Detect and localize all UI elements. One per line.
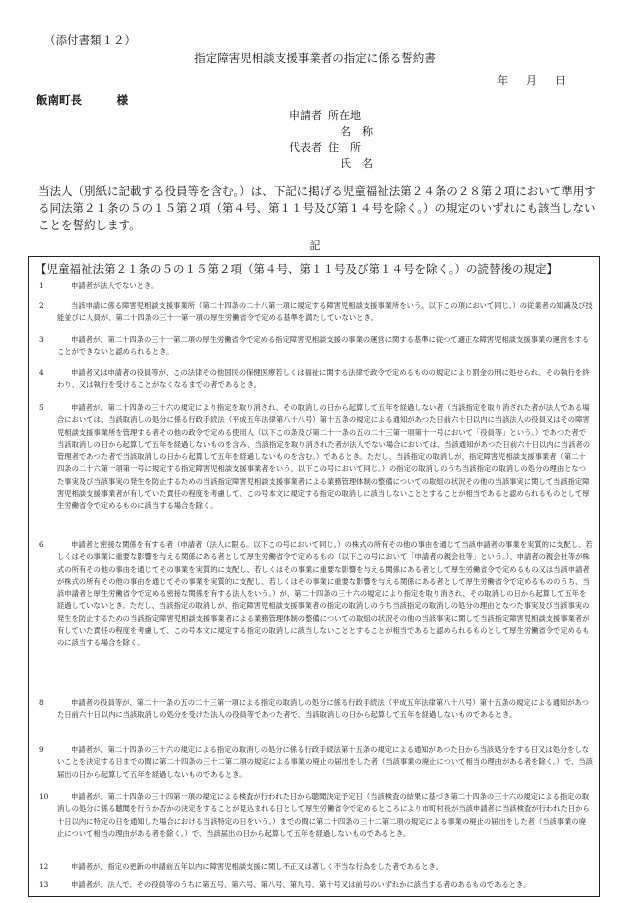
representative-label: 代表者 [289,141,322,154]
item-number: 12 [39,862,49,871]
item-number: 13 [39,880,49,889]
item-number: 6 [39,540,44,549]
name-label: 名 称 [340,125,373,138]
date-month: 月 [526,74,537,87]
date-day: 日 [555,74,566,87]
item-number: 9 [39,745,44,754]
item-text: 申請者が法人でないとき。 [71,281,159,290]
item-number: 3 [39,335,44,344]
item-text: 申請者が、第二十四条の三十六の規定により指定を取り消され、その取消しの日から起算して五年を経過しない者（当該指定を取り消された者が法人である場合においては、当該取消しの処分に係る行政手続法（平成五年法律第八十八号）第十五条の規定による通知があつた日前六十日以内に当該法人の役員又はその障害児相談支援事業所を管理する者その他の政令で定める使用人（以下この条及び第二十一条の五の二十三第一項第十一号において「役員等」という。）であつた者で当該取消しの日から起算して五年を経過しないものを含み、当該指定を取り消された者が法人でない場合においては、当該通知があつた日前六十日以内に当該者の管理者であつた者で当該取消しの日から起算して五年を経過しないものを含む。）であるとき。ただし、当該指定の取消しが、指定障害児相談支援事業者（第二十四条の二十六第一項第一号に規定する指定障害児相談支援事業者をいう。以下この号において同じ。）の指定の取消しのうち当該指定の取消しの処分の理由となつた事実及び当該事実の発生を防止するための当該指定障害児相談支援事業者による業務管理体制の整備についての取組の状況その他の当該事実に関して当該指定障害児相談支援事業者が有していた責任の程度を考慮して、この号本文に規定する指定の取消しに該当しないこととすることが相当であると認められるものとして厚生労働省令で定めるものに該当する場合を除く。 [57,403,591,511]
item-text: 申請者の役員等が、第二十一条の五の二十三第一項による指定の取消しの処分に係る行政手続法（平成五年法律第八十八号）第十五条の規定による通知があつた日前六十日以内に当該取消しの処分を受けた法人の役員等であつた者で、当該取消しの日から起算して五年を経過しないものであるとき。 [57,698,590,720]
document-title: 指定障害児相談支援事業者の指定に係る誓約書 [194,51,436,65]
item-number: 1 [39,281,44,290]
attachment-label: （添付書類１２） [44,33,136,47]
regulation-heading: 【児童福祉法第２１条の５の１５第２項（第４号、第１１号及び第１４号を除く。）の読替後の規定】 [35,262,559,276]
item-text: 当該申請に係る障害児相談支援事業所（第二十四条の二十八第一項に規定する障害児相談支援事業所をいう。以下この項において同じ。）の従業者の知識及び技能並びに人員が、第二十四条の三十一第一項の厚生労働省令で定める基準を満たしていないとき。 [57,301,593,323]
applicant-label: 申請者 [289,109,322,122]
item-number: 5 [39,403,44,412]
ki-heading: 記 [309,239,321,252]
item-text: 申請者が、第二十四条の三十一第二項の厚生労働省令で定める指定障害児相談支援の事業の運営に関する基準に従つて適正な障害児相談支援事業の運営をすることができないと認められるとき。 [57,335,590,357]
rep-address-label: 住 所 [328,141,361,154]
date-line [497,72,566,88]
item-number: 2 [39,301,44,310]
item-text: 申請者が、法人で、その役員等のうちに第五号、第六号、第八号、第九号、第十号又は前号のいずれかに該当する者のあるものであるとき。 [71,880,531,889]
date-year: 年 [497,74,508,87]
item-text: 申請者が、第二十四条の三十六の規定による指定の取消しの処分に係る行政手続法第十五条の規定による通知があつた日から当該処分をする日又は処分をしないことを決定する日までの間に第二十四条の三十二第二項の規定による事業の廃止の届出をした者（当該事業の廃止について相当の理由がある者を除く。）で、当該届出の日から起算して五年を経過しないものであるとき。 [57,745,593,779]
item-number: 10 [39,792,49,801]
item-text: 申請者又は申請者の役員等が、この法律その他国民の保健医療若しくは福祉に関する法律で政令で定めるものの規定により罰金の刑に処せられ、その執行を終わり、又は執行を受けることがなくなるまでの者であるとき。 [57,368,590,390]
rep-name-label: 氏 名 [340,157,373,170]
address-label: 所在地 [328,109,361,122]
item-number: 4 [39,368,44,377]
item-number: 8 [39,698,44,707]
regulation-box [28,256,600,897]
item-text: 申請者が、指定の更新の申請前五年以内に障害児相談支援に関し不正又は著しく不当な行為をした者であるとき。 [71,862,443,871]
item-text: 申請者と密接な関係を有する者（申請者（法人に限る。以下この号において同じ。）の株式の所有その他の事由を通じて当該申請者の事業を実質的に支配し、若しくはその事業に重要な影響を与える関係にある者として厚生労働省令で定めるもの（以下この号において「申請者の親会社等」という。）、申請者の親会社等が株式の所有その他の事由を通じてその事業を実質的に支配し、若しくはその事業に重要な影響を与える関係にある者として厚生労働省令で定めるもの又は当該申請者が株式の所有その他の事由を通じてその事業を実質的に支配し、若しくはその事業に重要な影響を与える関係にある者として厚生労働省令で定めるもののうち、当該申請者と厚生労働省令で定める密接な関係を有する法人をいう。）が、第二十四条の三十六の規定により指定を取り消され、その取消しの日から起算して五年を経過していないとき。ただし、当該指定の取消しが、指定障害児相談支援事業者の指定の取消しのうち当該指定の取消しの処分の理由となつた事実及び当該事実の発生を防止するための当該指定障害児相談支援事業者による業務管理体制の整備についての取組の状況その他の当該事実に関して当該指定障害児相談支援事業者が有していた責任の程度を考慮して、この号本文に規定する指定の取消しに該当しないこととすることが相当であると認められるものとして厚生労働省令で定めるものに該当する場合を除く。 [57,540,593,648]
addressee: 飯南町長 様 [36,93,128,107]
item-text: 申請者が、第二十四条の三十四第一項の規定による検査が行われた日から聴聞決定予定日（当該検査の結果に基づき第二十四条の三十六の規定による指定の取消しの処分に係る聴聞を行うか否かの決定をすることが見込まれる日として厚生労働省令で定めるところにより市町村長が当該申請者に当該検査が行われた日から十日以内に特定の日を通知した場合における当該特定の日をいう。）までの間に第二十四条の三十二第二項の規定による事業の廃止の届出をした者（当該事業の廃止について相当の理由がある者を除く。）で、当該届出の日から起算して五年を経過しないものであるとき。 [57,792,590,838]
pledge-text: 当法人（別紙に記載する役員等を含む。）は、下記に掲げる児童福祉法第２４条の２８第２項において準用する同法第２１条の５の１５第２項（第４号、第１１号及び第１４号を除く。）の規定のいずれにも該当しないことを誓約します。 [38,184,596,232]
